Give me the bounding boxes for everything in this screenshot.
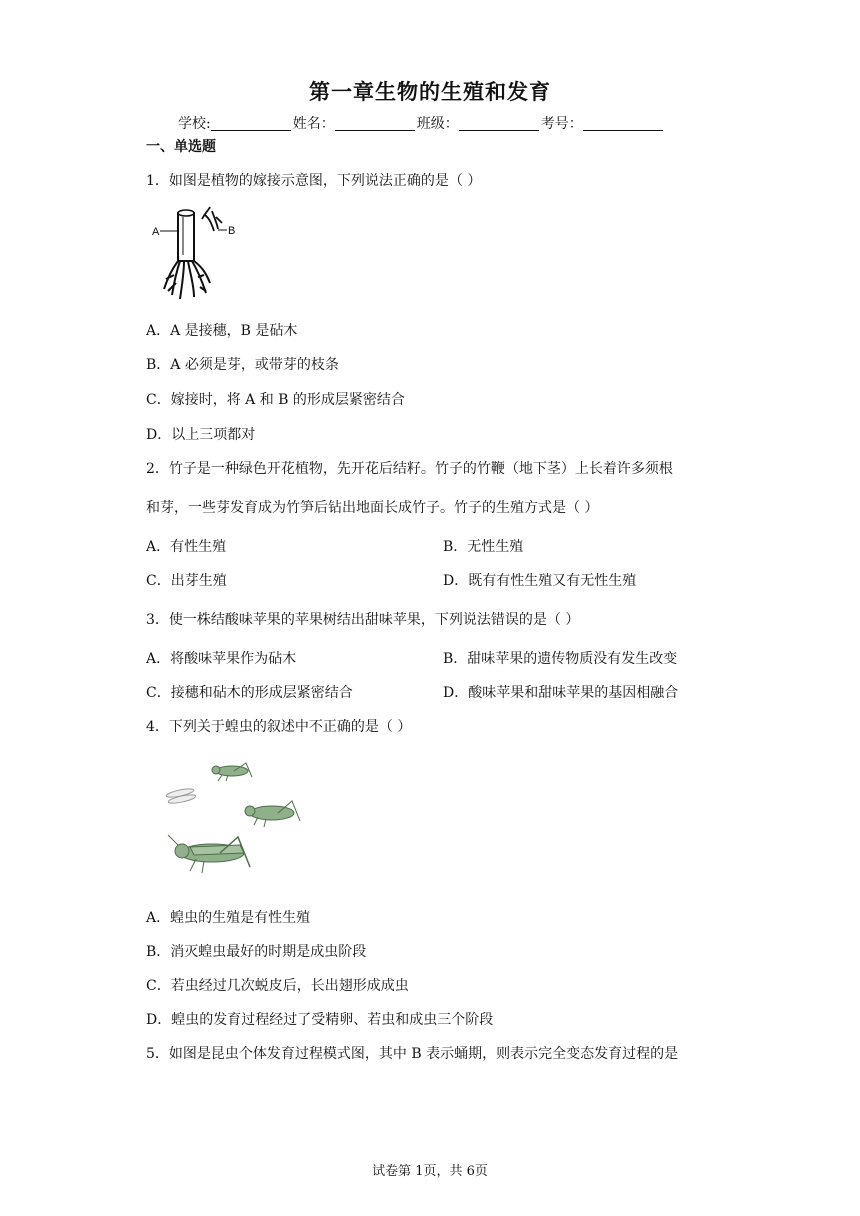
fig-label-b: B [228,225,236,237]
name-blank[interactable] [335,116,415,131]
exam-no-blank[interactable] [583,116,663,131]
school-label: 学校: [178,116,211,132]
school-blank[interactable] [211,116,291,131]
q4-option-b[interactable]: B．消灭蝗虫最好的时期是成虫阶段 [146,944,367,960]
q5-stem: 5．如图是昆虫个体发育过程模式图，其中 B 表示蛹期，则表示完全变态发育过程的是 [146,1046,679,1062]
name-label: 姓名： [292,116,335,132]
locust-figure [160,755,310,880]
q1-stem: 1．如图是植物的嫁接示意图，下列说法正确的是（ ） [146,173,482,189]
locust-nymph-small-icon [212,763,252,781]
q3-option-a[interactable]: A．将酸味苹果作为砧木 [146,651,297,667]
grafting-figure [150,203,250,303]
q1-option-b[interactable]: B．A 必须是芽，或带芽的枝条 [146,357,339,373]
q3-option-d[interactable]: D．酸味苹果和甜味苹果的基因相融合 [443,685,679,701]
section-heading: 一、单选题 [146,139,216,155]
q2-option-c[interactable]: C．出芽生殖 [146,573,227,589]
q1-option-a[interactable]: A．A 是接穗，B 是砧木 [146,323,298,339]
locust-adult-icon [168,835,250,873]
q4-option-d[interactable]: D．蝗虫的发育过程经过了受精卵、若虫和成虫三个阶段 [146,1012,494,1028]
class-blank[interactable] [459,116,539,131]
q2-stem-line2: 和芽，一些芽发育成为竹笋后钻出地面长成竹子。竹子的生殖方式是（ ） [146,500,599,516]
q4-stem: 4．下列关于蝗虫的叙述中不正确的是（ ） [146,719,412,735]
locust-eggs-icon [166,787,197,805]
q2-option-a[interactable]: A．有性生殖 [146,539,227,555]
page-footer: 试卷第 1页，共 6页 [372,1164,488,1179]
q4-option-c[interactable]: C．若虫经过几次蜕皮后，长出翅形成成虫 [146,978,409,994]
q3-option-b[interactable]: B．甜味苹果的遗传物质没有发生改变 [443,651,678,667]
q2-stem-line1: 2．竹子是一种绿色开花植物，先开花后结籽。竹子的竹鞭（地下茎）上长着许多须根 [146,461,673,477]
q4-option-a[interactable]: A．蝗虫的生殖是有性生殖 [146,910,311,926]
q1-option-c[interactable]: C．嫁接时，将 A 和 B 的形成层紧密结合 [146,392,405,408]
q3-stem: 3．使一株结酸味苹果的苹果树结出甜味苹果，下列说法错误的是（ ） [146,612,580,628]
q2-option-d[interactable]: D．既有有性生殖又有无性生殖 [443,573,637,589]
page-title: 第一章生物的生殖和发育 [309,80,551,104]
locust-nymph-large-icon [245,801,300,827]
exam-no-label: 考号： [540,116,583,132]
student-info-line [178,113,665,133]
fig-label-a: A [152,226,160,238]
q1-option-d[interactable]: D．以上三项都对 [146,427,256,443]
q2-option-b[interactable]: B．无性生殖 [443,539,524,555]
q3-option-c[interactable]: C．接穗和砧木的形成层紧密结合 [146,685,353,701]
class-label: 班级： [416,116,459,132]
